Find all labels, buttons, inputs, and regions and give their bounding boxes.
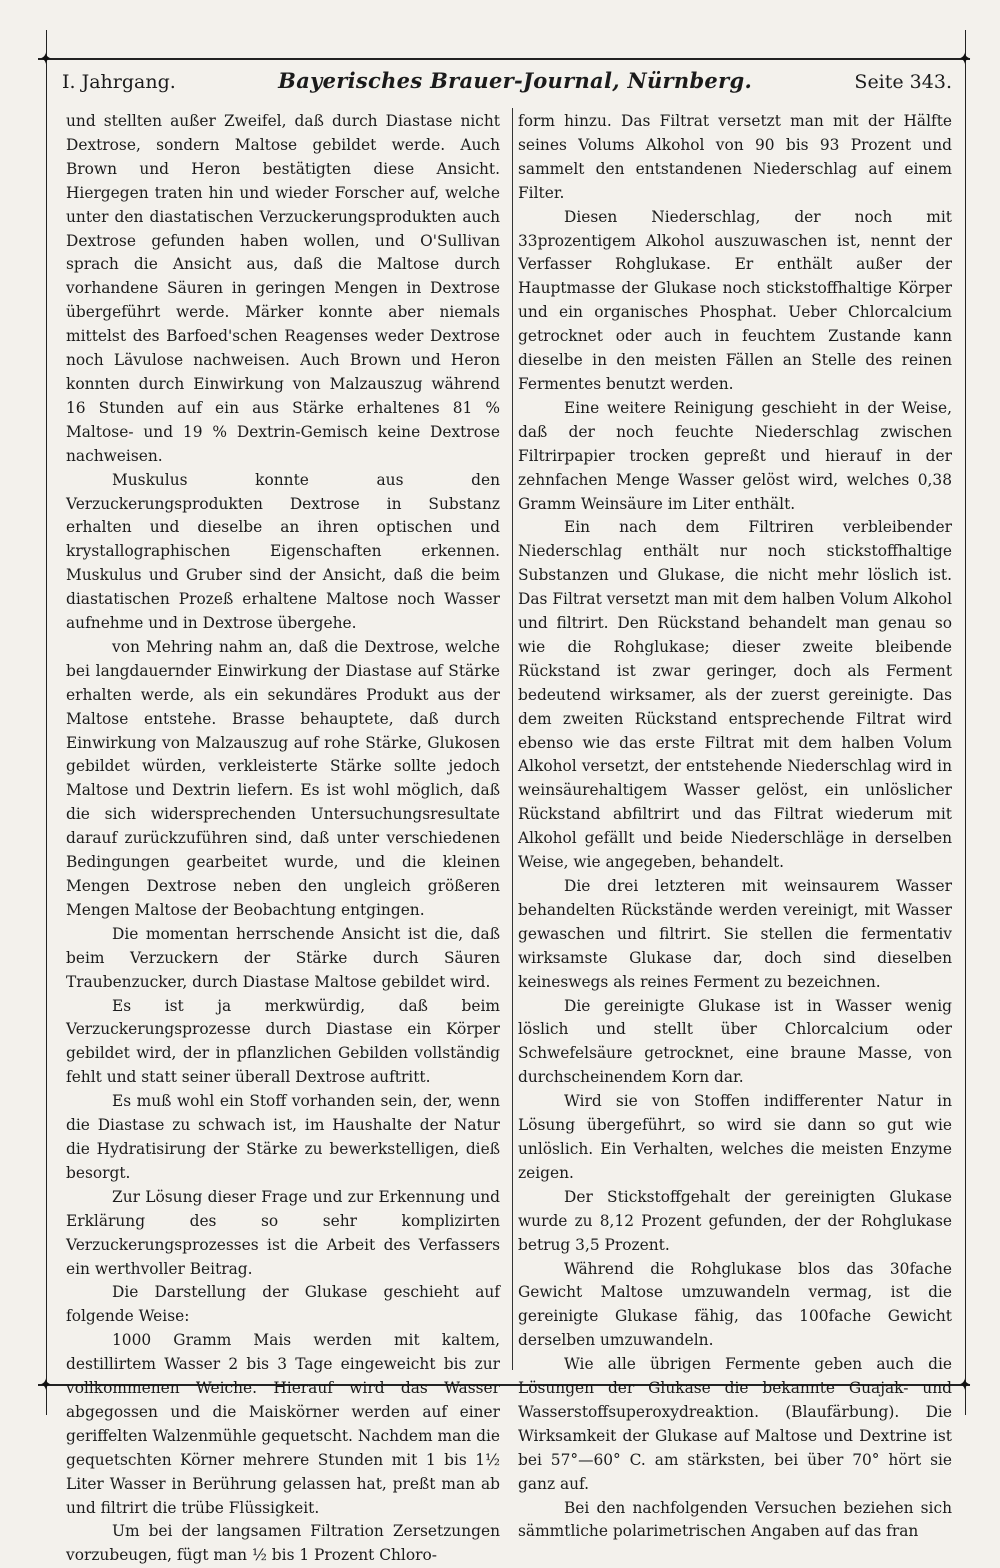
paragraph: Bei den nachfolgenden Versuchen beziehen sich sämmtliche polarimetrischen Angaben auf das fran	[518, 1498, 952, 1541]
paragraph: form hinzu. Das Filtrat versetzt man mit der Hälfte seines Volums Alkohol von 90 bis 93 Prozent und sammelt den entstandenen Niederschlag auf einem Filter.	[518, 112, 952, 202]
paragraph: Es muß wohl ein Stoff vorhanden sein, der, wenn die Diastase zu schwach ist, im Haushalte der Natur die Hydratisirung der Stärke zu bewerkstelligen, dieß besorgt.	[66, 1092, 500, 1182]
paragraph: Der Stickstoffgehalt der gereinigten Glukase wurde zu 8,12 Prozent gefunden, der der Rohglukase betrug 3,5 Prozent.	[518, 1187, 952, 1254]
paragraph: Wird sie von Stoffen indifferenter Natur in Lösung übergeführt, so wird sie dann so gut wie unlöslich. Ein Verhalten, welches die meisten Enzyme zeigen.	[518, 1092, 952, 1182]
left-rule	[46, 30, 47, 1415]
paragraph: Wie alle übrigen Fermente geben auch die Lösungen der Glukase die bekannte Guajak- und Wasserstoffsuperoxydreaktion. (Blaufärbung). Die Wirksamkeit der Glukase auf Maltose und Dextrine ist bei 57°—60° C. am stärksten, bei über 70° hört sie ganz auf.	[518, 1355, 952, 1493]
paragraph: Während die Rohglukase blos das 30fache Gewicht Maltose umzuwandeln vermag, ist die gereinigte Glukase fähig, das 100fache Gewicht derselben umzuwandeln.	[518, 1259, 952, 1350]
article-body	[66, 110, 952, 1565]
corner-ornament-icon: ✦	[39, 1375, 53, 1394]
right-column	[518, 110, 952, 1541]
paragraph: und stellten außer Zweifel, daß durch Diastase nicht Dextrose, sondern Maltose gebildet werde. Auch Brown und Heron bestätigten diese Ansicht. Hiergegen traten hin und wieder Forscher auf, welche unter den diastatischen Verzuckerungsprodukten auch Dextrose gefunden haben wollen, und O'Sullivan sprach die Ansicht aus, daß die Maltose durch vorhandene Säuren in geringen Mengen in Dextrose übergeführt werde. Märker konnte aber niemals mittelst des Barfoed'schen Reagenses weder Dextrose noch Lävulose nachweisen. Auch Brown und Heron konnten durch Einwirkung von Malzauszug während 16 Stunden auf ein aus Stärke erhaltenes 81 % Maltose- und 19 % Dextrin-Gemisch keine Dextrose nachweisen.	[66, 112, 500, 465]
paragraph: Die momentan herrschende Ansicht ist die, daß beim Verzuckern der Stärke durch Säuren Traubenzucker, durch Diastase Maltose gebildet wird.	[66, 924, 500, 991]
page-number: Seite 343.	[854, 71, 952, 93]
corner-ornament-icon: ✦	[39, 49, 53, 68]
right-rule	[965, 30, 966, 1415]
paragraph: Es ist ja merkwürdig, daß beim Verzuckerungsprozesse durch Diastase ein Körper gebildet wird, der in pflanzlichen Gebilden vollständig fehlt und statt seiner überall Dextrose auftritt.	[66, 996, 500, 1087]
journal-title: Bayerisches Brauer-Journal, Nürnberg.	[278, 68, 753, 93]
left-column	[66, 110, 500, 1565]
paragraph: Die Darstellung der Glukase geschieht auf folgende Weise:	[66, 1283, 500, 1326]
paragraph: Diesen Niederschlag, der noch mit 33prozentigem Alkohol auszuwaschen ist, nennt der Verfasser Rohglukase. Er enthält außer der Hauptmasse der Glukase noch stickstoffhaltige Körper und ein organisches Phosphat. Ueber Chlorcalcium getrocknet oder auch in feuchtem Zustande kann dieselbe in den meisten Fällen an Stelle des reinen Fermentes benutzt werden.	[518, 207, 952, 393]
paragraph: Muskulus konnte aus den Verzuckerungsprodukten Dextrose in Substanz erhalten und dieselbe an ihren optischen und krystallographischen Eigenschaften erkennen. Muskulus und Gruber sind der Ansicht, daß die beim diastatischen Prozeß erhaltene Maltose noch Wasser aufnehme und in Dextrose übergehe.	[66, 470, 500, 633]
paragraph: Ein nach dem Filtriren verbleibender Niederschlag enthält nur noch stickstoffhaltige Substanzen und Glukase, die nicht mehr löslich ist. Das Filtrat versetzt man mit dem halben Volum Alkohol und filtrirt. Den Rückstand behandelt man genau so wie die Rohglukase; dieser zweite bleibende Rückstand ist zwar geringer, doch als Ferment bedeutend wirksamer, als der zuerst gereinigte. Das dem zweiten Rückstand entsprechende Filtrat wird ebenso wie das erste Filtrat mit dem halben Volum Alkohol versetzt, der entstehende Niederschlag wird in weinsäurehaltigem Wasser gelöst, ein unlöslicher Rückstand abfiltrirt und das Filtrat wiederum mit Alkohol gefällt und beide Niederschläge in derselben Weise, wie angegeben, behandelt.	[518, 518, 952, 872]
top-rule	[38, 58, 970, 60]
paragraph: Eine weitere Reinigung geschieht in der Weise, daß der noch feuchte Niederschlag zwischen Filtrirpapier trocken gepreßt und hierauf in der zehnfachen Menge Wasser gelöst wird, welches 0,38 Gramm Weinsäure im Liter enthält.	[518, 398, 952, 513]
paragraph: Die gereinigte Glukase ist in Wasser wenig löslich und stellt über Chlorcalcium oder Schwefelsäure getrocknet, eine braune Masse, von durchscheinendem Korn dar.	[518, 996, 952, 1087]
paragraph: Um bei der langsamen Filtration Zersetzungen vorzubeugen, fügt man ½ bis 1 Prozent Chloro-	[66, 1522, 500, 1565]
paragraph: Zur Lösung dieser Frage und zur Erkennung und Erklärung des so sehr komplizirten Verzuckerungsprozesses ist die Arbeit des Verfassers ein werthvoller Beitrag.	[66, 1187, 500, 1278]
volume-label: I. Jahrgang.	[62, 71, 176, 93]
paragraph: 1000 Gramm Mais werden mit kaltem, destillirtem Wasser 2 bis 3 Tage eingeweicht bis zur vollkommenen Weiche. Hierauf wird das Wasser abgegossen und die Maiskörner werden auf einer geriffelten Walzenmühle gequetscht. Nachdem man die gequetschten Körner mehrere Stunden mit 1 bis 1½ Liter Wasser in Berührung gelassen hat, preßt man ab und filtrirt die trübe Flüssigkeit.	[66, 1331, 500, 1517]
paragraph: Die drei letzteren mit weinsaurem Wasser behandelten Rückstände werden vereinigt, mit Wasser gewaschen und filtrirt. Sie stellen die fermentativ wirksamste Glukase dar, doch sind dieselben keineswegs als reines Ferment zu bezeichnen.	[518, 877, 952, 991]
corner-ornament-icon: ✦	[958, 1375, 972, 1394]
page-header	[62, 68, 952, 94]
paragraph: von Mehring nahm an, daß die Dextrose, welche bei langdauernder Einwirkung der Diastase auf Stärke erhalten werde, als ein sekundäres Produkt aus der Maltose entstehe. Brasse behauptete, daß durch Einwirkung von Malzauszug auf rohe Stärke, Glukosen gebildet würden, verkleisterte Stärke sollte jedoch Maltose und Dextrin liefern. Es ist wohl möglich, daß die sich widersprechenden Untersuchungsresultate darauf zurückzuführen sind, daß unter verschiedenen Bedingungen gearbeitet wurde, und die kleinen Mengen Dextrose neben den ungleich größeren Mengen Maltose der Beobachtung entgingen.	[66, 637, 500, 919]
corner-ornament-icon: ✦	[958, 49, 972, 68]
